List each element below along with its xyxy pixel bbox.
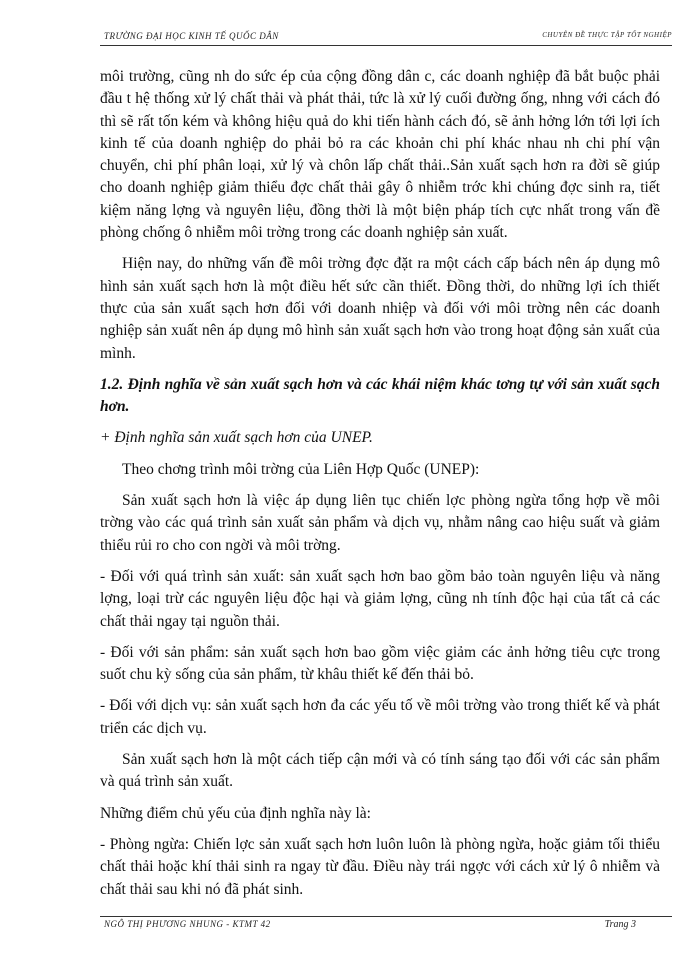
body-paragraph: Hiện nay, do những vấn đề môi trờng đợc đặt ra một cách cấp bách nên áp dụng mô hình sản xuất sạch hơn là một điều hết sức cần thiết. Đồng thời, do những lợi ích thiết thực của sản xuất sạch hơn đối với doanh nhiệp và đối với môi trờng nên các doanh nghiệp sản xuất nên áp dụng mô hình sản xuất sạch hơn vào trong hoạt động sản xuất của mình. xyxy=(100,255,660,362)
definition-paragraph: Sản xuất sạch hơn là việc áp dụng liên tục chiến lợc phòng ngừa tổng hợp về môi trờng vào các quá trình sản xuất sản phẩm và dịch vụ, nhằm nâng cao hiệu suất và giảm thiểu rủi ro cho con ngời và môi trờng. xyxy=(100,492,660,554)
subsection-heading: + Định nghĩa sản xuất sạch hơn của UNEP. xyxy=(100,429,373,447)
page-header-left: TRƯỜNG ĐẠI HỌC KINH TẾ QUỐC DÂN xyxy=(104,31,279,41)
body-paragraph: Theo chơng trình môi trờng của Liên Hợp Quốc (UNEP): xyxy=(122,460,480,478)
body-paragraph: môi trường, cũng nh do sức ép của cộng đồng dân c, các doanh nghiệp đã bắt buộc phải đầu t hệ thống xử lý chất thải và phát thải, tức là xử lý cuối đường ống, nhng với cách đó thì sẽ rất tốn kém và không hiệu quả do khi tiến hành cách đó, sẽ ảnh hởng lớn tới lợi ích kinh tế của doanh nghiệp do phải bỏ ra các khoản chi phí khác nhau nh chi phí vận chuyển, chi phí phân loại, xử lý và chôn lấp chất thải..Sản xuất sạch hơn ra đời sẽ giúp cho doanh nghiệp giảm thiểu đợc chất thải gây ô nhiễm trớc khi chúng đợc sinh ra, tiết kiệm năng lợng và nguyên liệu, đồng thời là một biện pháp tích cực nhất trong vấn đề phòng chống ô nhiễm môi trờng trong các doanh nghiệp sản xuất. xyxy=(100,68,660,242)
body-paragraph: Những điểm chủ yếu của định nghĩa này là: xyxy=(100,804,371,822)
list-item: - Phòng ngừa: Chiến lợc sản xuất sạch hơn luôn luôn là phòng ngừa, hoặc giảm tối thiểu chất thải hoặc khí thải sinh ra ngay từ đầu. Điều này trái ngợc với cách xử lý ô nhiễm và chất thải sau khi nó đã phát sinh. xyxy=(100,835,660,898)
list-item: - Đối với dịch vụ: sản xuất sạch hơn đa các yếu tố về môi trờng vào trong thiết kế và phát triển các dịch vụ. xyxy=(100,697,660,737)
footer-divider xyxy=(100,916,672,917)
page-footer-author: NGÔ THỊ PHƯƠNG NHUNG - KTMT 42 xyxy=(104,919,271,929)
page-header-right: CHUYÊN ĐỀ THỰC TẬP TỐT NGHIỆP xyxy=(542,31,672,39)
body-paragraph: Sản xuất sạch hơn là một cách tiếp cận mới và có tính sáng tạo đối với các sản phẩm và quá trình sản xuất. xyxy=(100,751,660,791)
section-heading: 1.2. Định nghĩa về sản xuất sạch hơn và các khái niệm khác tơng tự với sản xuất sạch hơn. xyxy=(100,375,660,416)
list-item: - Đối với sản phẩm: sản xuất sạch hơn bao gồm việc giảm các ảnh hởng tiêu cực trong suốt chu kỳ sống của sản phẩm, từ khâu thiết kế đến thải bỏ. xyxy=(100,643,660,684)
document-body xyxy=(100,66,660,901)
header-divider xyxy=(100,45,672,46)
list-item: - Đối với quá trình sản xuất: sản xuất sạch hơn bao gồm bảo toàn nguyên liệu và năng lợng, loại trừ các nguyên liệu độc hại và giảm lợng, cũng nh tính độc hại của tất cả các chất thải ngay tại nguồn thải. xyxy=(100,567,660,630)
page-number: Trang 3 xyxy=(604,919,636,930)
